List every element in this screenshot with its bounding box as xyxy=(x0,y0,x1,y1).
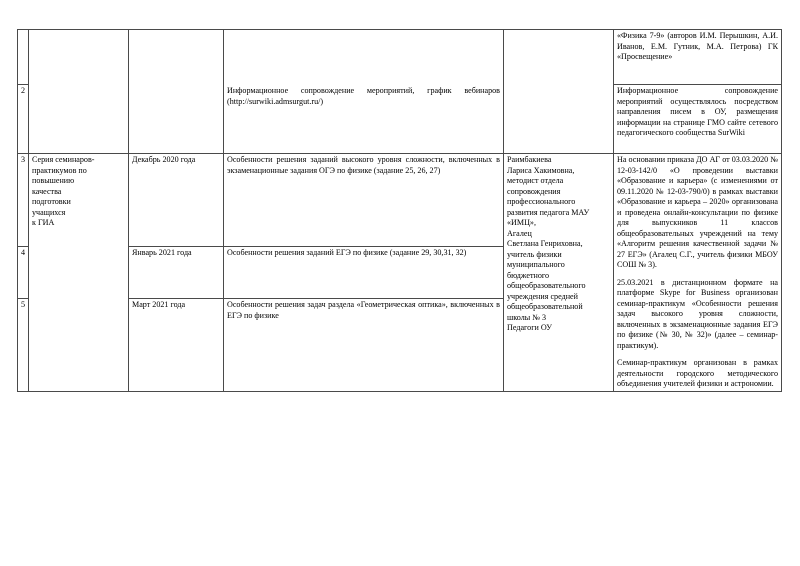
event-line-5: подготовки xyxy=(32,197,71,207)
event-line-2: практикумов по xyxy=(32,165,87,175)
cell-date-january: Январь 2021 года xyxy=(129,246,224,298)
responsible-name-2: Агалец xyxy=(507,228,532,238)
result-paragraph-gmo: Семинар-практикум организован в рамках деятельности городского методического объединения учителей физики и астрономии. xyxy=(617,358,778,389)
cell-responsible-people xyxy=(504,154,614,392)
cell-row-number: 3 xyxy=(18,154,29,247)
responsible-name-1-full: Лариса Хакимовна, xyxy=(507,165,575,175)
table-row xyxy=(18,154,782,247)
cell-content-optics: Особенности решения задач раздела «Геометрическая оптика», включенных в ЕГЭ по физике xyxy=(224,299,504,392)
cell-date-december: Декабрь 2020 года xyxy=(129,154,224,247)
responsible-role-1b: сопровождения xyxy=(507,186,561,196)
main-table xyxy=(17,29,782,392)
responsible-role-2a: учитель физики xyxy=(507,249,562,259)
result-paragraph-order: На основании приказа ДО АГ от 03.03.2020 № 12-03-142/0 «О проведении выставки «Образование и карьера» (с изменениями от 09.11.2020 № 12-03-790/0) в рамках выставки «Образование и карьера – 2020» организована и проведена онлайн-консультации по физике для выпускников 11 классов общеобразовательных учреждений на тему «Алгоритм решения качественной задачи № 27 ЕГЭ» (Агалец С.Г., учитель физики МБОУ СОШ № 3). xyxy=(617,155,778,270)
responsible-role-2h: Педагоги ОУ xyxy=(507,323,553,333)
cell-responsible-empty xyxy=(504,30,614,154)
event-line-6: учащихся xyxy=(32,207,66,217)
cell-event-empty xyxy=(29,30,129,154)
result-paragraph-seminar: 25.03.2021 в дистанционном формате на платформе Skype for Business организован семинар-практикум «Особенности решения задач высокого уровня сложности, включенных в экзаменационные задания ЕГЭ по физике (№ 30, № 32)» (далее – семинар-практикум). xyxy=(617,277,778,350)
cell-content-text: Информационное сопровождение мероприятий, график вебинаров (http://surwiki.admsurgut.ru/) xyxy=(227,86,500,106)
cell-result-long xyxy=(614,154,782,392)
responsible-role-1e: «ИМЦ», xyxy=(507,218,537,228)
content-spacer xyxy=(227,31,500,86)
event-line-7: к ГИА xyxy=(32,218,55,228)
cell-row-number xyxy=(18,30,29,85)
cell-result-book: «Физика 7-9» (авторов И.М. Перышкин, А.И. Иванов, Е.М. Гутник, М.А. Петрова) ГК «Просвещение» xyxy=(614,30,782,85)
cell-content-row2 xyxy=(224,30,504,154)
cell-row-number: 2 xyxy=(18,85,29,154)
event-line-3: повышению xyxy=(32,176,75,186)
responsible-role-1d: развития педагога МАУ xyxy=(507,207,590,217)
table-row xyxy=(18,30,782,85)
responsible-role-1c: профессионального xyxy=(507,197,576,207)
cell-row-number: 5 xyxy=(18,299,29,392)
event-line-4: качества xyxy=(32,186,62,196)
responsible-name-2-full: Светлана Генриховна, xyxy=(507,239,583,249)
cell-event-series xyxy=(29,154,129,392)
responsible-role-2f: общеобразовательной xyxy=(507,302,583,312)
cell-row-number: 4 xyxy=(18,246,29,298)
responsible-name-1: Раимбакиева xyxy=(507,155,552,164)
cell-content-ege: Особенности решения заданий ЕГЭ по физике (задание 29, 30,31, 32) xyxy=(224,246,504,298)
cell-result-info: Информационное сопровождение мероприятий осуществлялось посредством направления писем в ОУ, размещения информации на странице ГМО сайте сетевого педагогического сообщества SurWiki xyxy=(614,85,782,154)
cell-date-empty xyxy=(129,30,224,154)
cell-content-oge: Особенности решения заданий высокого уровня сложности, включенных в экзаменационные задания ОГЭ по физике (задание 25, 26, 27) xyxy=(224,154,504,247)
responsible-role-2g: школы № 3 xyxy=(507,312,546,322)
responsible-role-2e: учреждения средней xyxy=(507,291,578,301)
event-line-1: Серия семинаров- xyxy=(32,155,95,164)
responsible-role-2d: общеобразовательного xyxy=(507,281,586,291)
responsible-role-2b: муниципального xyxy=(507,260,565,270)
responsible-role-2c: бюджетного xyxy=(507,270,550,280)
cell-date-march: Март 2021 года xyxy=(129,299,224,392)
responsible-role-1a: методист отдела xyxy=(507,176,564,186)
